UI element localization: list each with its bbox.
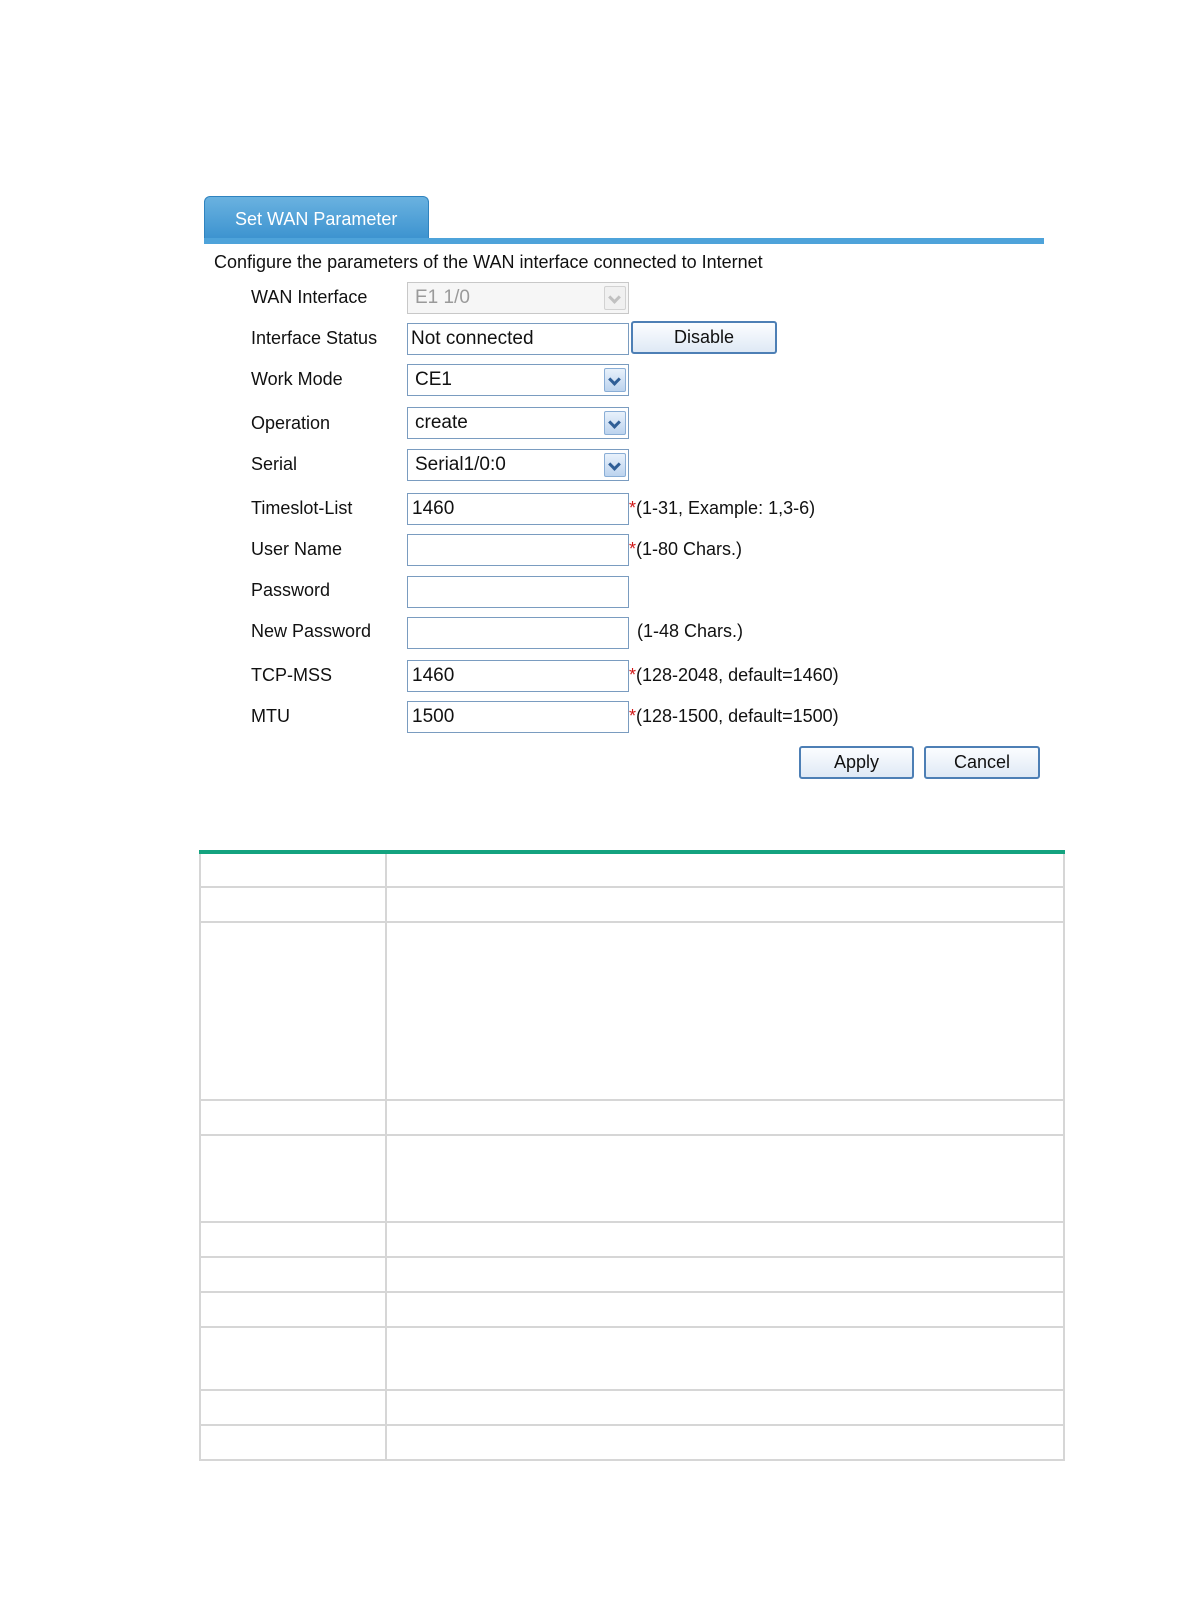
interface-status-label: Interface Status bbox=[251, 328, 378, 348]
table-row bbox=[200, 1100, 1064, 1135]
wan-interface-value: E1 1/0 bbox=[415, 287, 470, 308]
required-marker: * bbox=[629, 498, 637, 518]
new-password-input[interactable] bbox=[407, 617, 629, 649]
user-name-label: User Name bbox=[251, 539, 343, 559]
table-row bbox=[200, 1222, 1064, 1257]
table-cell bbox=[200, 1425, 386, 1460]
table-cell bbox=[386, 922, 1064, 1100]
work-mode-select[interactable] bbox=[407, 364, 629, 396]
chevron-down-icon bbox=[604, 286, 626, 310]
table-row bbox=[200, 1135, 1064, 1222]
table-cell bbox=[200, 887, 386, 922]
user-name-input[interactable] bbox=[407, 534, 629, 566]
tab-set-wan-parameter[interactable]: Set WAN Parameter bbox=[204, 196, 429, 240]
tcp-mss-input[interactable] bbox=[407, 660, 629, 692]
table-row bbox=[200, 887, 1064, 922]
page-description: Configure the parameters of the WAN interface connected to Internet bbox=[214, 252, 763, 272]
table-cell bbox=[200, 1135, 386, 1222]
parameter-table bbox=[199, 850, 1065, 1461]
required-marker: * bbox=[629, 665, 637, 685]
table-cell bbox=[386, 1327, 1064, 1390]
password-label: Password bbox=[251, 580, 331, 600]
tab-underline bbox=[204, 238, 1044, 244]
operation-label: Operation bbox=[251, 413, 331, 433]
table-cell bbox=[386, 887, 1064, 922]
table-cell bbox=[200, 1100, 386, 1135]
table-cell bbox=[386, 1100, 1064, 1135]
timeslot-list-hint-text: (1-31, Example: 1,3-6) bbox=[636, 498, 816, 518]
serial-value: Serial1/0:0 bbox=[415, 454, 506, 475]
table-cell bbox=[386, 1257, 1064, 1292]
table-row bbox=[200, 1390, 1064, 1425]
table-row bbox=[200, 1327, 1064, 1390]
mtu-hint bbox=[629, 706, 839, 727]
tcp-mss-label: TCP-MSS bbox=[251, 665, 332, 685]
timeslot-list-label: Timeslot-List bbox=[251, 498, 353, 518]
cancel-button[interactable]: Cancel bbox=[924, 746, 1040, 779]
chevron-down-icon[interactable] bbox=[604, 411, 626, 435]
wan-interface-label: WAN Interface bbox=[251, 287, 368, 307]
table-cell bbox=[200, 922, 386, 1100]
table-cell bbox=[386, 1425, 1064, 1460]
disable-button[interactable]: Disable bbox=[631, 321, 777, 354]
table-row bbox=[200, 1292, 1064, 1327]
mtu-hint-text: (128-1500, default=1500) bbox=[636, 706, 839, 726]
table-row bbox=[200, 922, 1064, 1100]
work-mode-label: Work Mode bbox=[251, 369, 343, 389]
interface-status-field: Not connected bbox=[407, 323, 629, 355]
tcp-mss-hint-text: (128-2048, default=1460) bbox=[636, 665, 839, 685]
required-marker: * bbox=[629, 706, 637, 726]
mtu-label: MTU bbox=[251, 706, 290, 726]
required-marker: * bbox=[629, 539, 637, 559]
table-cell bbox=[200, 1257, 386, 1292]
table-cell bbox=[386, 1390, 1064, 1425]
table-cell bbox=[200, 1390, 386, 1425]
operation-select[interactable] bbox=[407, 407, 629, 439]
wan-interface-select bbox=[407, 282, 629, 314]
user-name-hint bbox=[629, 539, 742, 560]
table-row bbox=[200, 1257, 1064, 1292]
table-cell bbox=[200, 1327, 386, 1390]
work-mode-value: CE1 bbox=[415, 369, 452, 390]
table-cell bbox=[386, 1292, 1064, 1327]
table-row bbox=[200, 1425, 1064, 1460]
table-cell bbox=[386, 1222, 1064, 1257]
table-row bbox=[200, 852, 1064, 887]
chevron-down-icon[interactable] bbox=[604, 453, 626, 477]
apply-button[interactable]: Apply bbox=[799, 746, 914, 779]
timeslot-list-hint bbox=[629, 498, 815, 519]
table-cell bbox=[386, 852, 1064, 887]
tcp-mss-hint bbox=[629, 665, 839, 686]
new-password-label: New Password bbox=[251, 621, 372, 641]
timeslot-list-input[interactable] bbox=[407, 493, 629, 525]
table-cell bbox=[386, 1135, 1064, 1222]
new-password-hint: (1-48 Chars.) bbox=[637, 621, 744, 641]
serial-label: Serial bbox=[251, 454, 298, 474]
operation-value: create bbox=[415, 412, 468, 433]
serial-select[interactable] bbox=[407, 449, 629, 481]
table-cell bbox=[200, 1292, 386, 1327]
chevron-down-icon[interactable] bbox=[604, 368, 626, 392]
password-input[interactable] bbox=[407, 576, 629, 608]
user-name-hint-text: (1-80 Chars.) bbox=[636, 539, 743, 559]
table-cell bbox=[200, 852, 386, 887]
table-cell bbox=[200, 1222, 386, 1257]
mtu-input[interactable] bbox=[407, 701, 629, 733]
